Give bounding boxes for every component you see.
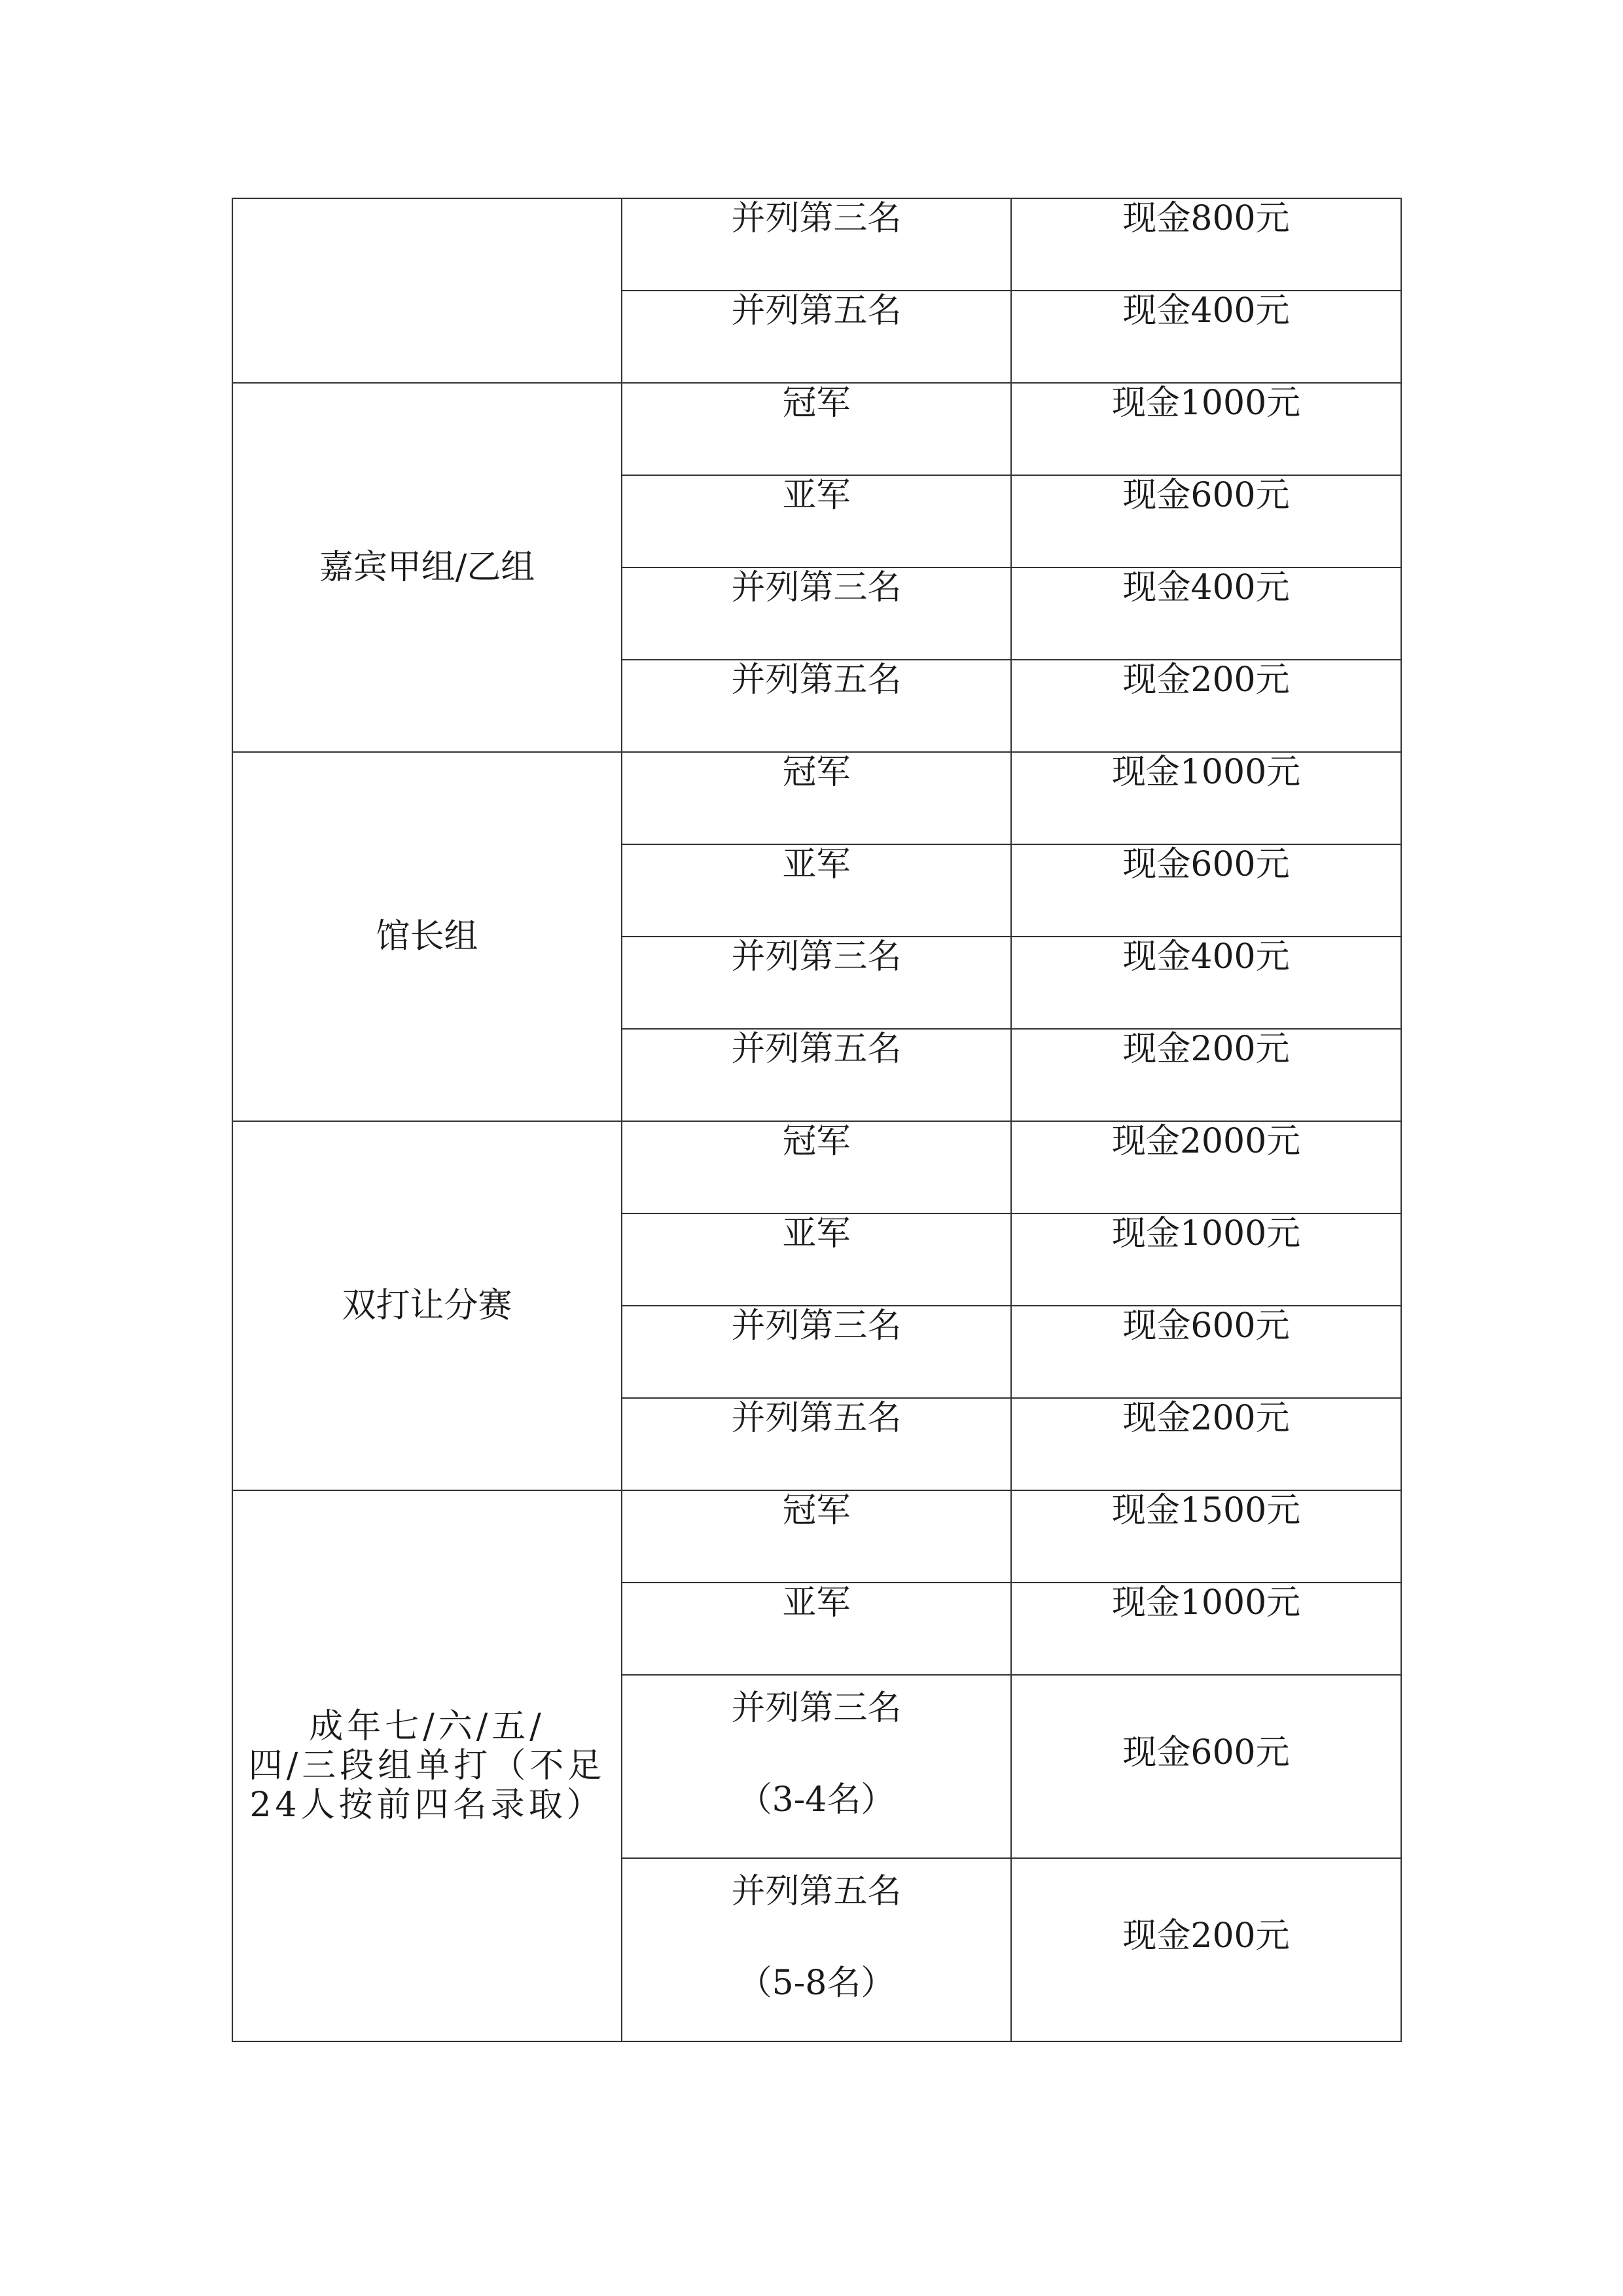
prize-cell: 现金200元 bbox=[1011, 1029, 1401, 1121]
place-cell: 亚军 bbox=[622, 1213, 1011, 1306]
place-cell: 并列第三名 bbox=[622, 937, 1011, 1029]
place-cell: 并列第三名 bbox=[622, 198, 1011, 291]
place-cell: 亚军 bbox=[622, 844, 1011, 937]
place-cell: 冠军 bbox=[622, 752, 1011, 844]
group-name-line: 成年七/六/五/ bbox=[309, 1707, 545, 1746]
prize-cell: 现金400元 bbox=[1011, 291, 1401, 383]
group-cell bbox=[232, 1490, 622, 2041]
table-row bbox=[232, 1490, 1401, 1583]
place-cell: 冠军 bbox=[622, 1121, 1011, 1213]
group-cell: 双打让分赛 bbox=[232, 1121, 622, 1490]
prize-cell: 现金600元 bbox=[1011, 1306, 1401, 1398]
place-cell: 亚军 bbox=[622, 1583, 1011, 1675]
table-row bbox=[232, 383, 1401, 475]
prize-cell: 现金800元 bbox=[1011, 198, 1401, 291]
group-name-line: 四/三段组单打（不足 bbox=[248, 1746, 606, 1785]
place-cell: 并列第五名 bbox=[622, 1029, 1011, 1121]
group-name-line: 24人按前四名录取） bbox=[249, 1785, 605, 1825]
place-note: （3-4名） bbox=[738, 1780, 895, 1820]
group-cell: 嘉宾甲组/乙组 bbox=[232, 383, 622, 752]
prize-cell: 现金200元 bbox=[1011, 1858, 1401, 2041]
place-cell: 并列第三名 bbox=[622, 567, 1011, 660]
prize-cell: 现金400元 bbox=[1011, 937, 1401, 1029]
prize-cell: 现金1000元 bbox=[1011, 383, 1401, 475]
prize-cell: 现金2000元 bbox=[1011, 1121, 1401, 1213]
table-row bbox=[232, 1121, 1401, 1213]
prize-cell: 现金600元 bbox=[1011, 844, 1401, 937]
place-label: 并列第五名 bbox=[731, 1872, 902, 1911]
table-row bbox=[232, 198, 1401, 291]
group-cell: 馆长组 bbox=[232, 752, 622, 1121]
place-cell: 亚军 bbox=[622, 475, 1011, 567]
place-cell bbox=[622, 1858, 1011, 2041]
place-cell: 并列第五名 bbox=[622, 660, 1011, 752]
table-row bbox=[232, 752, 1401, 844]
place-cell: 冠军 bbox=[622, 383, 1011, 475]
prize-table bbox=[232, 198, 1402, 2042]
place-cell bbox=[622, 1675, 1011, 1858]
prize-cell: 现金600元 bbox=[1011, 475, 1401, 567]
prize-cell: 现金1000元 bbox=[1011, 1213, 1401, 1306]
place-cell: 并列第三名 bbox=[622, 1306, 1011, 1398]
prize-cell: 现金200元 bbox=[1011, 1398, 1401, 1490]
place-cell: 并列第五名 bbox=[622, 291, 1011, 383]
place-note: （5-8名） bbox=[738, 1964, 895, 2003]
prize-cell: 现金400元 bbox=[1011, 567, 1401, 660]
place-cell: 冠军 bbox=[622, 1490, 1011, 1583]
prize-cell: 现金600元 bbox=[1011, 1675, 1401, 1858]
prize-cell: 现金1000元 bbox=[1011, 1583, 1401, 1675]
group-cell bbox=[232, 198, 622, 383]
place-cell: 并列第五名 bbox=[622, 1398, 1011, 1490]
prize-cell: 现金200元 bbox=[1011, 660, 1401, 752]
prize-cell: 现金1000元 bbox=[1011, 752, 1401, 844]
prize-cell: 现金1500元 bbox=[1011, 1490, 1401, 1583]
place-label: 并列第三名 bbox=[731, 1689, 902, 1728]
